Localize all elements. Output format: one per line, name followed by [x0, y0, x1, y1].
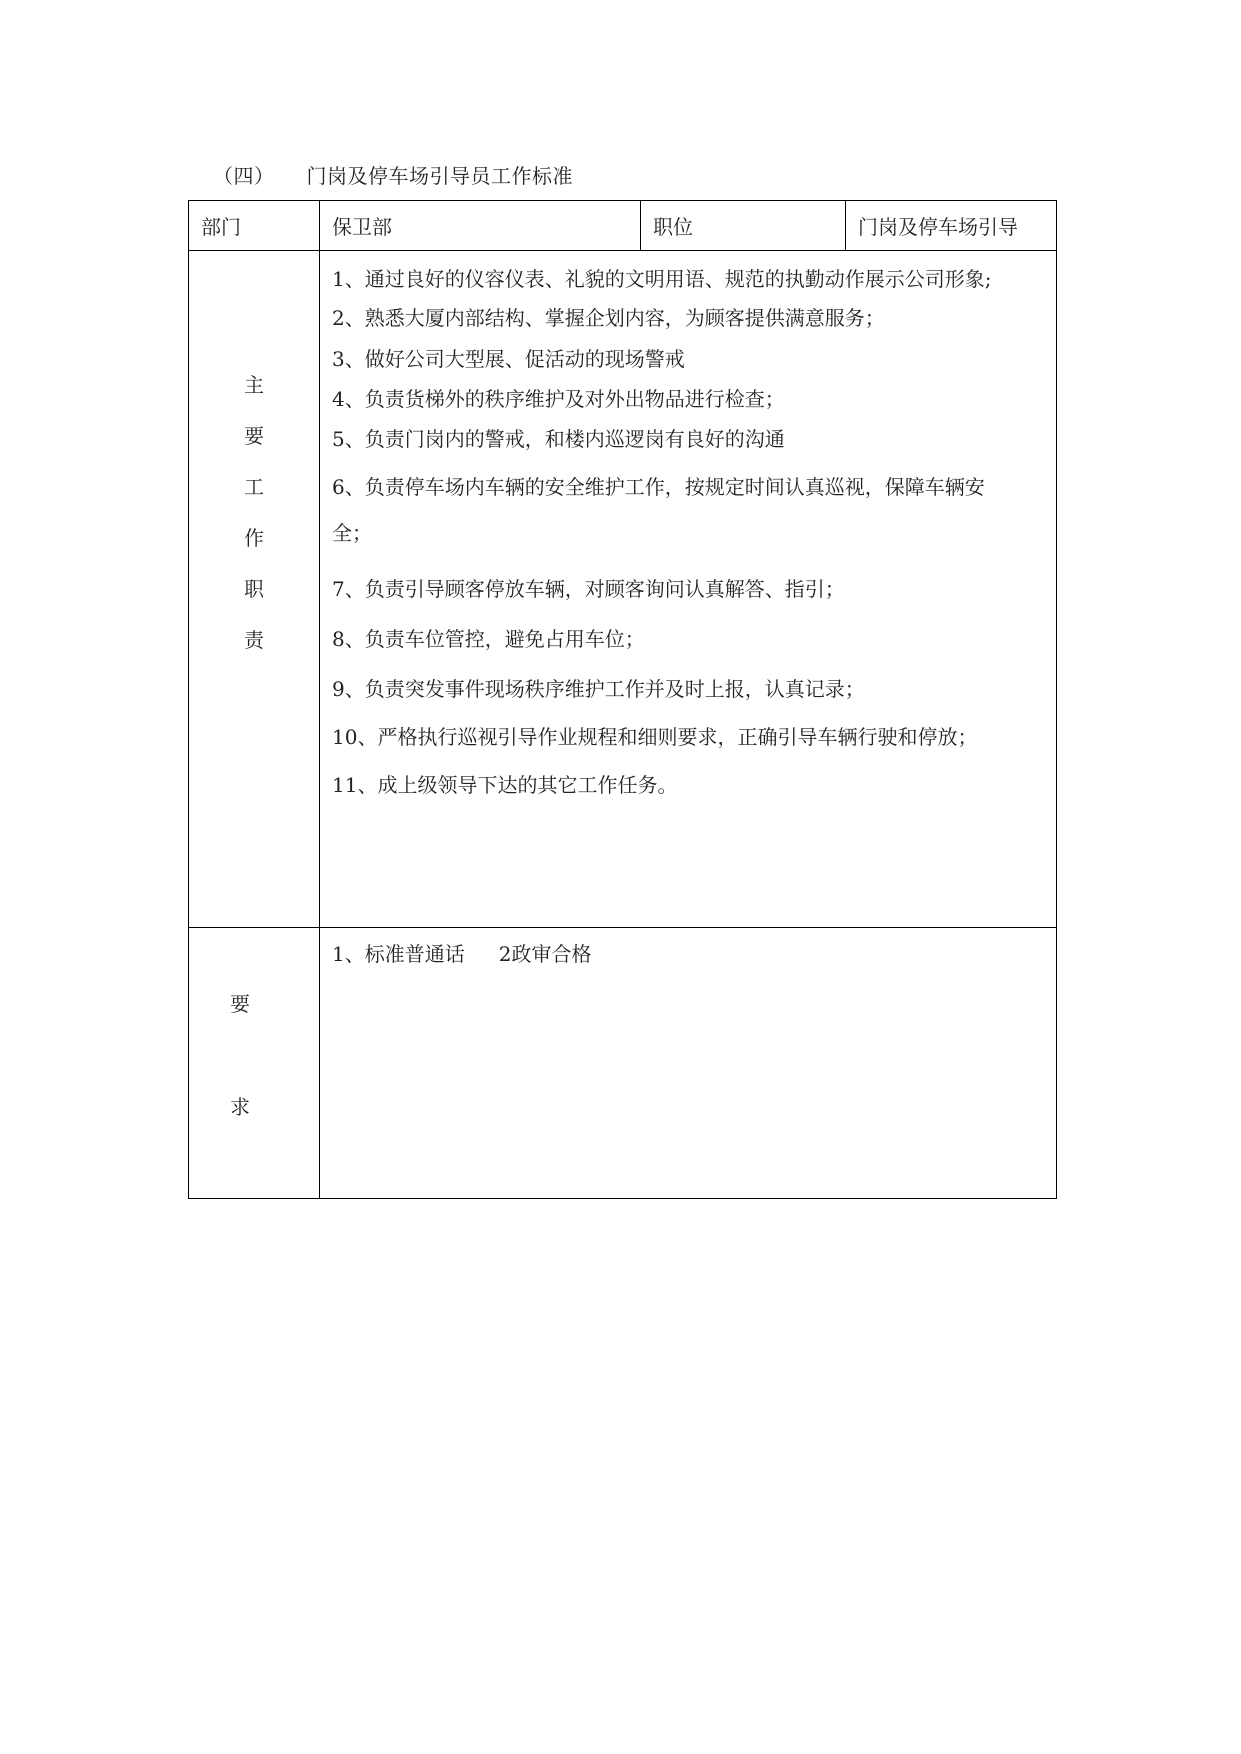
duty-item: 10、严格执行巡视引导作业规程和细则要求，正确引导车辆行驶和停放；: [332, 725, 978, 749]
position-label: 职位: [641, 201, 846, 251]
requirements-label: [189, 928, 320, 1199]
requirement-item: 2政审合格: [498, 942, 592, 966]
section-number: （四）: [213, 164, 275, 188]
section-heading: [213, 160, 573, 189]
duties-label-char: 责: [244, 628, 264, 652]
requirements-label-char: 要: [230, 992, 250, 1016]
position-value: 门岗及停车场引导: [846, 201, 1057, 251]
duty-item: 9、负责突发事件现场秩序维护工作并及时上报，认真记录；: [332, 677, 865, 701]
duties-label-char: 作: [244, 526, 264, 550]
duty-item: 全；: [332, 521, 372, 545]
duties-list: [320, 251, 1057, 928]
requirement-item: 1、标准普通话: [332, 942, 465, 966]
duties-label: [189, 251, 320, 928]
duty-item: 8、负责车位管控，避免占用车位；: [332, 627, 645, 651]
dept-label: 部门: [189, 201, 320, 251]
requirements-row: [189, 928, 1057, 1199]
duties-label-char: 主: [244, 373, 264, 397]
job-standard-table: [188, 200, 1057, 1199]
requirements-content: [320, 928, 1057, 1199]
duty-item: 11、成上级领导下达的其它工作任务。: [332, 773, 678, 797]
duty-item: 2、熟悉大厦内部结构、掌握企划内容，为顾客提供满意服务；: [332, 306, 885, 330]
duties-label-char: 职: [244, 577, 264, 601]
duty-item: 7、负责引导顾客停放车辆，对顾客询问认真解答、指引；: [332, 577, 845, 601]
duty-item: 4、负责货梯外的秩序维护及对外出物品进行检查；: [332, 387, 785, 411]
duty-item: 1、通过良好的仪容仪表、礼貌的文明用语、规范的执勤动作展示公司形象;: [332, 267, 992, 291]
duties-label-char: 工: [244, 475, 264, 499]
header-row: [189, 201, 1057, 251]
duties-label-char: 要: [244, 424, 264, 448]
duty-item: 6、负责停车场内车辆的安全维护工作，按规定时间认真巡视，保障车辆安: [332, 475, 985, 499]
section-title: 门岗及停车场引导员工作标准: [306, 164, 573, 188]
duty-item: 5、负责门岗内的警戒，和楼内巡逻岗有良好的沟通: [332, 427, 785, 451]
duties-row: [189, 251, 1057, 928]
requirements-label-char: 求: [230, 1095, 250, 1119]
dept-value: 保卫部: [320, 201, 641, 251]
duty-item: 3、做好公司大型展、促活动的现场警戒: [332, 347, 685, 371]
